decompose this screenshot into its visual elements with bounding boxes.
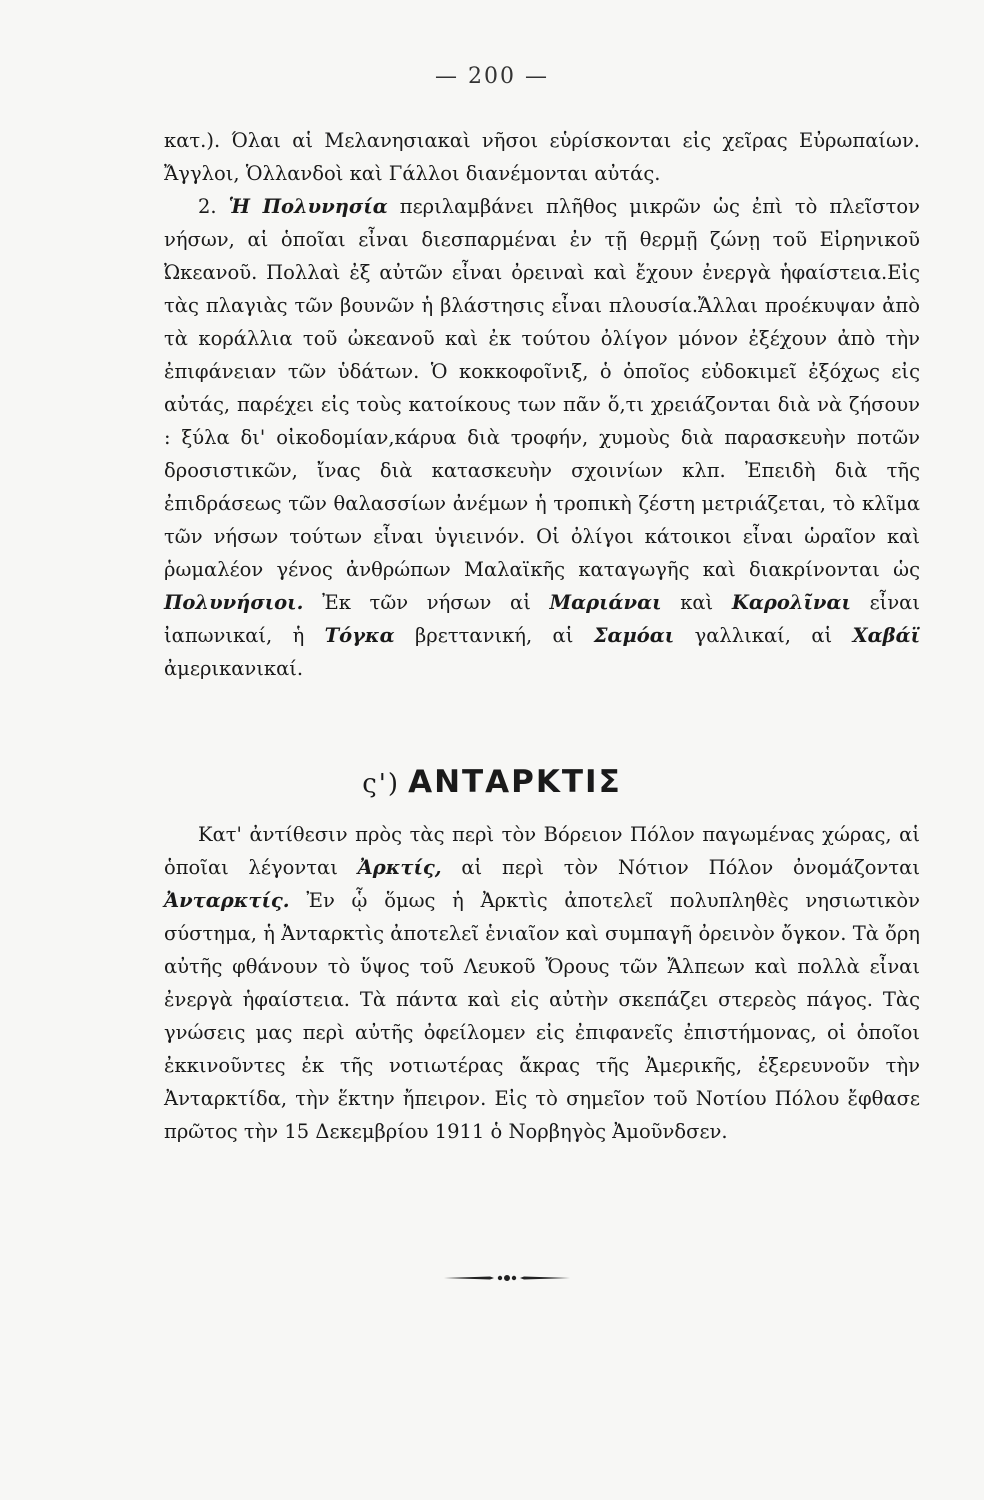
section-heading-antarctica xyxy=(0,764,984,800)
list-number: 2. xyxy=(198,195,229,218)
term-hawaii: Χαβάϊ xyxy=(852,624,921,647)
paragraph-antarctica xyxy=(164,818,920,1148)
text-run: Ἐκ τῶν νήσων αἱ xyxy=(303,591,550,614)
section-marker: ς') xyxy=(362,769,401,799)
term-arctic: Ἀρκτίς, xyxy=(357,856,442,879)
text-run: αἱ περὶ τὸν Νότιον Πόλον ὀνομάζονται xyxy=(441,856,920,879)
page-number: — 200 — xyxy=(435,64,549,89)
term-polynesia: Ἡ Πολυνησία xyxy=(228,195,388,218)
text-run: εἶναι ἰαπωνικαί, ἡ xyxy=(164,591,920,647)
text-run: περιλαμβάνει πλῆθος μικρῶν ὡς ἐπὶ τὸ πλεῖστον νήσων, αἱ ὁποῖαι εἶναι διεσπαρμέναι ἐν τῇ θερμῇ ζώνῃ τοῦ Εἰρηνικοῦ Ὠκεανοῦ. Πολλαὶ ἐξ αὐτῶν εἶναι ὀρειναὶ καὶ ἔχουν ἐνεργὰ ἡφαίστεια.Εἰς τὰς πλαγιὰς τῶν βουνῶν ἡ βλάστησις εἶναι πλουσία.Ἄλλαι προέκυψαν ἀπὸ τὰ κοράλλια τοῦ ὠκεανοῦ καὶ ἐκ τούτου ὀλίγον μόνον ἐξέχουν ἀπὸ τὴν ἐπιφάνειαν τῶν ὑδάτων. Ὁ κοκκοφοῖνιξ, ὁ ὁποῖος εὐδοκιμεῖ ἐξόχως εἰς αὐτάς, παρέχει εἰς τοὺς κατοίκους των πᾶν ὅ,τι χρειάζονται διὰ νὰ ζήσουν : ξύλα δι' οἰκοδομίαν,κάρυα διὰ τροφήν, χυμοὺς διὰ παρασκευὴν ποτῶν δροσιστικῶν, ἴνας διὰ κατασκευὴν σχοινίων κλπ. Ἐπειδὴ διὰ τῆς ἐπιδράσεως τῶν θαλασσίων ἀνέμων ἡ τροπικὴ ζέστη μετριάζεται, τὸ κλῖμα τῶν νήσων τούτων εἶναι ὑγιεινόν. Οἱ ὀλίγοι κάτοικοι εἶναι ὡραῖον καὶ ῥωμαλέον γένος ἀνθρώπων Μαλαϊκῆς καταγωγῆς καὶ διακρίνονται ὡς xyxy=(164,195,920,581)
text-run: γαλλικαί, αἱ xyxy=(674,624,853,647)
text-run: Ἐν ᾧ ὅμως ἡ Ἀρκτὶς ἀποτελεῖ πολυπληθὲς νησιωτικὸν σύστημα, ἡ Ἀνταρκτὶς ἀποτελεῖ ἑνιαῖον καὶ συμπαγῆ ὀρεινὸν ὄγκον. Τὰ ὄρη αὐτῆς φθάνουν τὸ ὕψος τοῦ Λευκοῦ Ὄρους τῶν Ἄλπεων καὶ πολλὰ εἶναι ἐνεργὰ ἡφαίστεια. Τὰ πάντα καὶ εἰς αὐτὴν σκεπάζει στερεὸς πάγος. Τὰς γνώσεις μας περὶ αὐτῆς ὀφείλομεν εἰς ἐπιφανεῖς ἐπιστήμονας, οἱ ὁποῖοι ἐκκινοῦντες ἐκ τῆς νοτιωτέρας ἄκρας τῆς Ἀμερικῆς, ἐξερευνοῦν τὴν Ἀνταρκτίδα, τὴν ἕκτην ἤπειρον. Εἰς τὸ σημεῖον τοῦ Νοτίου Πόλου ἔφθασε πρῶτος τὴν 15 Δεκεμβρίου 1911 ὁ Νορβηγὸς Ἀμοῦνδσεν. xyxy=(164,889,920,1143)
section-title: ΑΝΤΑΡΚΤΙΣ xyxy=(408,764,622,800)
term-antarctic: Ἀνταρκτίς. xyxy=(164,889,290,912)
ornament-divider xyxy=(442,1272,572,1284)
text-run: ἀμερικανικαί. xyxy=(164,657,304,680)
text-run: καὶ xyxy=(661,591,732,614)
term-tonga: Τόγκα xyxy=(324,624,395,647)
paragraph-melanesia-end: κατ.). Όλαι αἱ Μελανησιακαὶ νῆσοι εὑρίσκονται εἰς χεῖρας Εὐρωπαίων. Ἄγγλοι, Ὁλλανδοὶ καὶ Γάλλοι διανέμονται αὐτάς. xyxy=(164,129,920,185)
term-samoa: Σαμόαι xyxy=(593,624,675,647)
term-carolines: Καρολῖναι xyxy=(731,591,851,614)
section-polynesia xyxy=(164,124,920,685)
text-run: Κατ' ἀντίθεσιν πρὸς τὰς περὶ τὸν Βόρειον Πόλον παγωμένας χώρας, αἱ ὁποῖαι λέγονται xyxy=(164,823,920,879)
term-marianas: Μαριάναι xyxy=(549,591,662,614)
term-polynesians: Πολυνήσιοι. xyxy=(164,591,304,614)
section-antarctica xyxy=(164,818,920,1148)
paragraph-polynesia xyxy=(164,190,920,685)
text-run: βρεττανική, αἱ xyxy=(394,624,594,647)
